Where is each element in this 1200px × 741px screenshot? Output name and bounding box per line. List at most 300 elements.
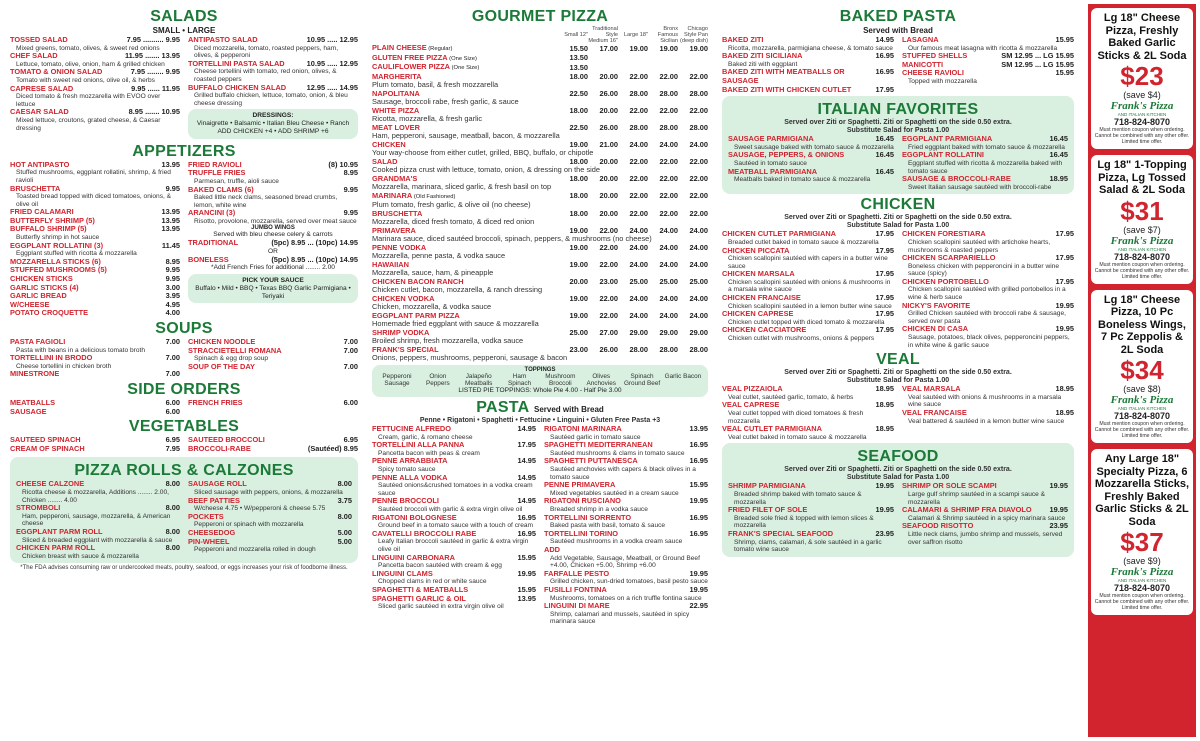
menu-item xyxy=(544,602,708,611)
pizza-price xyxy=(648,54,678,64)
gourmet-title: GOURMET PIZZA xyxy=(471,8,609,25)
sides-left xyxy=(10,399,180,416)
menu-item xyxy=(188,363,358,372)
menu-item-name: SHRIMP PARMIGIANA xyxy=(728,481,806,491)
menu-item-name: CAESAR SALAD xyxy=(10,107,69,117)
pizza-tag: (One Size) xyxy=(450,65,480,71)
wings-price: (5pc) 8.95 ... (10pc) 14.95 xyxy=(271,254,358,264)
pizza-price: 18.00 xyxy=(569,71,588,81)
menu-item xyxy=(188,538,352,547)
wings-price: (5pc) 8.95 ... (10pc) 14.95 xyxy=(271,238,358,248)
menu-item xyxy=(544,570,708,579)
seafood-left xyxy=(728,482,894,553)
menu-item xyxy=(188,480,352,489)
pizza-price: 24.00 xyxy=(659,242,678,252)
menu-item-desc: Cream, garlic, & romano cheese xyxy=(378,433,473,441)
menu-item-price: 7.95 ........ 9.95 xyxy=(130,67,180,77)
menu-item-name: W/CHEESE xyxy=(10,299,50,309)
menu-item xyxy=(188,399,358,408)
menu-item-name: CHICKEN PARM ROLL xyxy=(16,543,96,553)
menu-item-price: 22.95 xyxy=(689,601,708,611)
menu-item-price: 16.45 xyxy=(875,150,894,160)
menu-item-price: 4.00 xyxy=(165,308,180,318)
menu-item xyxy=(902,254,1074,263)
menu-item xyxy=(722,310,894,319)
menu-item-price: 18.95 xyxy=(875,400,894,410)
menu-item-name: STUFFED SHELLS xyxy=(902,51,968,61)
pizza-desc: Chicken, mozzarella, & vodka sauce xyxy=(372,302,492,311)
pizza-name: MEAT LOVER xyxy=(372,122,420,132)
menu-item xyxy=(188,209,358,218)
menu-item-name: LINGUINI CARBONARA xyxy=(372,552,455,562)
menu-item-price: 5.00 xyxy=(337,527,352,537)
pizza-price: 26.00 xyxy=(599,122,618,132)
menu-item-name: SAUTEED BROCCOLI xyxy=(188,435,265,445)
menu-item-name: STROMBOLI xyxy=(16,503,61,513)
vegetables-section xyxy=(10,436,358,453)
menu-item xyxy=(10,68,180,77)
menu-item-desc: Mixed lettuce, croutons, grated cheese, & Caesar dressing xyxy=(16,116,161,132)
pasta-subtitle: Served with Bread xyxy=(534,405,604,415)
wings-title: JUMBO WINGS xyxy=(251,225,295,232)
menu-item-name: CHICKEN PORTOBELLO xyxy=(902,276,989,286)
pizza-price: 22.00 xyxy=(659,71,678,81)
pizza-price: 25.00 xyxy=(689,276,708,286)
menu-item xyxy=(902,409,1074,418)
menu-item-name: BUFFALO CHICKEN SALAD xyxy=(188,82,287,92)
menu-item-price: 16.95 xyxy=(875,67,894,77)
menu-item-name: VEAL CAPRESE xyxy=(722,400,780,410)
menu-item xyxy=(10,338,180,347)
topping: Ham Spinach xyxy=(507,372,532,387)
menu-item-price: 15.95 xyxy=(1055,68,1074,78)
menu-item-price: 16.95 xyxy=(517,512,536,522)
pizza-price: 20.00 xyxy=(599,105,618,115)
dressings-title: DRESSINGS: xyxy=(252,112,294,120)
pizza-desc-row xyxy=(372,201,708,210)
pizza-price: 19.00 xyxy=(569,259,588,269)
menu-item xyxy=(10,370,180,379)
favorites-right xyxy=(902,135,1068,191)
menu-item-name: CHICKEN FRANCAISE xyxy=(722,293,801,303)
sauce-box xyxy=(188,274,358,303)
menu-item xyxy=(544,441,708,450)
menu-item-desc: Fried eggplant baked with tomato sauce & mozzarella xyxy=(908,143,1065,151)
menu-item xyxy=(544,497,708,506)
menu-item xyxy=(728,168,894,177)
menu-item-name: POCKETS xyxy=(188,511,224,521)
pizza-name: FRANK'S SPECIAL xyxy=(372,344,439,354)
menu-item xyxy=(722,425,894,434)
menu-item-desc: Spinach & egg drop soup xyxy=(194,355,269,363)
appetizers-right-list xyxy=(188,161,358,226)
menu-item-desc: Sautéed in tomato sauce xyxy=(734,159,807,167)
pasta-title: PASTA xyxy=(476,399,530,417)
menu-item-name: BRUSCHETTA xyxy=(10,183,61,193)
menu-item-desc: Boneless chicken with pepperoncini in a butter wine sauce (spicy) xyxy=(908,262,1060,278)
pizza-price: 24.00 xyxy=(689,225,708,235)
menu-item-price: 3.00 xyxy=(165,282,180,292)
menu-item-name: SOUP OF THE DAY xyxy=(188,361,255,371)
pizza-name: MARINARA xyxy=(372,190,413,200)
pizza-price: 24.00 xyxy=(629,139,648,149)
menu-item-price: 8.00 xyxy=(165,479,180,489)
pizza-price: 18.00 xyxy=(569,156,588,166)
menu-item-name: MANICOTTI xyxy=(902,59,944,69)
promo-save: (save $7) xyxy=(1123,224,1161,235)
menu-item xyxy=(10,354,180,363)
column-3 xyxy=(722,6,1074,735)
menu-item-price: 7.00 xyxy=(165,369,180,379)
menu-item xyxy=(902,36,1074,45)
wings-name: BONELESS xyxy=(188,254,229,264)
vegetables-left xyxy=(10,436,180,453)
salads-sizes: SMALL • LARGE xyxy=(152,26,216,35)
menu-item xyxy=(722,36,894,45)
menu-item-desc: Sliced sausage with peppers, onions, & mozzarella xyxy=(194,488,343,496)
menu-item-name: SAUSAGE ROLL xyxy=(188,479,247,489)
menu-item-desc: Veal sautéed with onions & mushrooms in a marsala wine sauce xyxy=(908,393,1062,409)
menu-item-name: MEATBALL PARMIGIANA xyxy=(728,166,818,176)
menu-item xyxy=(722,86,894,95)
menu-item-price: 8.00 xyxy=(337,479,352,489)
pizza-price: 28.00 xyxy=(659,88,678,98)
promo-fine: Must mention coupon when ordering. Cannot be combined with any other offer. Limited time offer. xyxy=(1094,127,1190,145)
menu-item-desc: Ricotta, mozzarella, parmigiana cheese, & tomato sauce xyxy=(728,44,893,52)
pizza-name: PLAIN CHEESE xyxy=(372,43,427,52)
menu-item-name: ARANCINI (3) xyxy=(188,208,236,218)
menu-item-price: 17.95 xyxy=(517,440,536,450)
menu-item-desc: Sautéed garlic in tomato sauce xyxy=(550,433,641,441)
menu-item-desc: Lettuce, tomato, olive, onion, ham & grilled chicken xyxy=(16,60,165,68)
menu-item-name: TORTELLINI ALLA PANNA xyxy=(372,440,465,450)
soups-title: SOUPS xyxy=(155,320,213,338)
pizza-price xyxy=(588,54,618,64)
menu-item-desc: Leafy Italian broccoli sautéed in garlic & extra virgin olive oil xyxy=(378,538,529,554)
menu-item-name: BUTTERFLY SHRIMP (5) xyxy=(10,215,95,225)
menu-item-price: 16.95 xyxy=(517,528,536,538)
menu-item xyxy=(10,36,180,45)
pizza-price: 24.00 xyxy=(629,242,648,252)
pizza-desc: Ricotta, mozzarella, & fresh garlic xyxy=(372,114,483,123)
pizza-price: 29.00 xyxy=(629,327,648,337)
menu-item-price: 6.95 xyxy=(343,435,358,445)
pizza-price: 22.00 xyxy=(629,105,648,115)
promo-title: Any Large 18" Specialty Pizza, 6 Mozzarella Sticks, Freshly Baked Garlic Sticks & 2L Soda xyxy=(1094,453,1190,528)
favorites-section xyxy=(728,135,1068,191)
menu-item-desc: Spicy tomato sauce xyxy=(378,466,436,474)
pizza-price: 20.00 xyxy=(599,156,618,166)
menu-item-name: FETTUCINE ALFREDO xyxy=(372,424,451,434)
wings-row xyxy=(188,256,358,265)
menu-item xyxy=(372,457,536,466)
menu-item-name: TORTELLINI PASTA SALAD xyxy=(188,58,285,68)
menu-item-name: RIGATONI RUSCIANO xyxy=(544,496,621,506)
baked-title: BAKED PASTA xyxy=(839,8,957,25)
pizza-table xyxy=(372,26,708,363)
menu-item-price: 18.95 xyxy=(1049,174,1068,184)
menu-item-name: MOZZARELLA STICKS (6) xyxy=(10,256,101,266)
menu-item xyxy=(188,60,358,69)
menu-item xyxy=(544,546,708,555)
pizza-price: 22.00 xyxy=(629,71,648,81)
pizza-desc-row xyxy=(372,132,708,141)
menu-item-desc: Chicken breast with sauce & mozzarella xyxy=(22,552,139,560)
menu-item-name: CAPRESE SALAD xyxy=(10,83,74,93)
promo-fine: Must mention coupon when ordering. Cannot be combined with any other offer. Limited time offer. xyxy=(1094,593,1190,611)
menu-item-price: 18.95 xyxy=(875,424,894,434)
menu-item-price: 9.95 xyxy=(165,274,180,284)
menu-item-desc: Sautéed onions&crushed tomatoes in a vodka cream sauce xyxy=(378,482,533,497)
menu-item-price: 15.95 xyxy=(517,552,536,562)
menu-item-name: RIGATONI BOLOGNESE xyxy=(372,512,457,522)
pizza-desc: Mozzarella, penne pasta, & vodka sauce xyxy=(372,251,506,260)
seafood-right xyxy=(902,482,1068,553)
menu-item-price: 14.95 xyxy=(517,424,536,434)
pasta-section xyxy=(372,425,708,626)
menu-item-name: SAUSAGE PARMIGIANA xyxy=(728,134,814,144)
pizza-price: 24.00 xyxy=(689,310,708,320)
pasta-header xyxy=(372,399,708,417)
fda-note: *The FDA advises consuming raw or undercooked meats, poultry, seafood, or eggs increases your risk of foodborne illness. xyxy=(20,565,348,572)
menu-item-desc: Baked ziti with eggplant xyxy=(728,60,798,68)
pizza-price: 19.00 xyxy=(629,43,648,53)
menu-item-price: 16.95 xyxy=(689,528,708,538)
wings-list xyxy=(188,239,358,264)
pizza-price: 24.00 xyxy=(689,139,708,149)
menu-item-price: 8.95 xyxy=(343,168,358,178)
menu-item xyxy=(16,504,180,513)
salads-section xyxy=(10,36,358,141)
pizza-name: BRUSCHETTA xyxy=(372,208,423,218)
menu-item xyxy=(544,481,708,490)
pizza-price: 22.00 xyxy=(689,208,708,218)
promo-phone: 718-824-8070 xyxy=(1113,583,1171,593)
chicken-right xyxy=(902,230,1074,349)
menu-item xyxy=(188,186,358,195)
pizza-size-header: Traditional Style Medium 16" xyxy=(588,26,618,44)
favorites-note2: Substitute Salad for Pasta 1.00 xyxy=(846,127,950,135)
pizza-price: 17.00 xyxy=(599,43,618,53)
menu-item-desc: Veal cutlet baked in tomato sauce & mozzarella xyxy=(728,433,867,441)
menu-item-name: SPAGHETTI PUTTANESCA xyxy=(544,456,638,466)
menu-item-name: VEAL FRANCAISE xyxy=(902,408,967,417)
dressings-list: Vinaigrette • Balsamic • Italian Bleu Cheese • Ranch xyxy=(196,120,350,128)
pizza-price: 22.00 xyxy=(659,208,678,218)
pizza-price: 22.00 xyxy=(689,173,708,183)
brand-tag: AND ITALIAN KITCHEN xyxy=(1117,406,1167,411)
menu-item-desc: Sautéed anchovies with capers & black olives in a tomato sauce xyxy=(550,466,696,481)
pizza-price: 19.00 xyxy=(569,139,588,149)
pizza-tag: (Old Fashioned) xyxy=(412,193,456,200)
brand-logo: Frank's Pizza xyxy=(1110,566,1174,578)
soups-section xyxy=(10,338,358,379)
menu-item-name: TRUFFLE FRIES xyxy=(188,168,246,178)
pizza-price: 24.00 xyxy=(659,139,678,149)
pizza-desc: Plum tomato, basil, & fresh mozzarella xyxy=(372,80,499,89)
menu-item-name: BAKED ZITI xyxy=(722,35,764,44)
menu-item xyxy=(722,326,894,335)
menu-item xyxy=(372,474,536,483)
menu-item-desc: Pasta with beans in a delicious tomato broth xyxy=(16,346,146,354)
menu-item-desc: Cheese tortellini in chicken broth xyxy=(16,362,112,370)
pizza-name: CHICKEN VODKA xyxy=(372,293,435,303)
menu-item-price: 7.00 xyxy=(343,337,358,347)
menu-item-desc: Sliced garlic sautéed in extra virgin olive oil xyxy=(378,603,504,611)
menu-item-name: SHRIMP OR SOLE SCAMPI xyxy=(902,481,997,491)
menu-item-price: 13.95 xyxy=(161,159,180,169)
chicken-title: CHICKEN xyxy=(860,196,936,214)
pizza-desc: Broiled shrimp, fresh mozzarella, vodka sauce xyxy=(372,336,524,345)
pizza-desc: Chicken cutlet, bacon, mozzarella, & ranch dressing xyxy=(372,285,543,294)
salads-right-list xyxy=(188,36,358,107)
menu-item xyxy=(902,69,1074,78)
menu-item-name: PENNE BROCCOLI xyxy=(372,496,439,506)
pizza-name: PRIMAVERA xyxy=(372,225,416,235)
pizza-price: 22.00 xyxy=(659,156,678,166)
menu-item xyxy=(544,425,708,434)
menu-item-price: 17.95 xyxy=(875,229,894,239)
menu-item-name: STRACCIETELLI ROMANA xyxy=(188,345,282,355)
menu-item xyxy=(902,151,1068,160)
menu-item-name: LASAGNA xyxy=(902,35,939,44)
menu-item-name: CHICKEN PICCATA xyxy=(722,245,790,255)
menu-item-price: SM 12.95 ... LG 15.95 xyxy=(1001,51,1074,61)
pizza-price: 22.00 xyxy=(659,191,678,200)
pizza-desc-row xyxy=(372,354,708,363)
promo-card xyxy=(1091,290,1193,444)
menu-item xyxy=(544,530,708,539)
pizza-price: 28.00 xyxy=(659,122,678,132)
dressings-box xyxy=(188,109,358,138)
menu-item-name: FRIED FILET OF SOLE xyxy=(728,505,808,515)
menu-item-desc: Sausage, potatoes, black olives, pepperoncini peppers, in white wine & garlic sauce xyxy=(908,334,1070,349)
menu-item-price: 16.95 xyxy=(875,51,894,61)
menu-item xyxy=(10,185,180,194)
menu-item xyxy=(728,151,894,160)
menu-item-price: 19.95 xyxy=(1055,300,1074,310)
pizza-price: 22.00 xyxy=(689,156,708,166)
pizza-price xyxy=(678,54,708,64)
pizza-desc: Sausage, broccoli rabe, fresh garlic, & sauce xyxy=(372,97,519,106)
menu-item-name: TOSSED SALAD xyxy=(10,35,68,44)
pizza-price: 22.00 xyxy=(599,310,618,320)
menu-item xyxy=(902,230,1074,239)
pizza-price: 18.00 xyxy=(569,208,588,218)
menu-item xyxy=(16,544,180,553)
menu-item-name: SEAFOOD RISOTTO xyxy=(902,521,974,531)
pizza-name: GRANDMA'S xyxy=(372,173,418,183)
menu-item xyxy=(372,554,536,563)
menu-item-price: 8.00 xyxy=(165,543,180,553)
promo-price: $23 xyxy=(1120,61,1164,91)
menu-item-name: BUFFALO SHRIMP (5) xyxy=(10,224,87,234)
rolls-box xyxy=(10,457,358,563)
menu-item-price: 18.95 xyxy=(1055,408,1074,417)
pizza-price: 22.00 xyxy=(599,225,618,235)
menu-item-name: SAUTEED SPINACH xyxy=(10,435,81,445)
menu-item-name: MINESTRONE xyxy=(10,369,60,379)
menu-item-desc: Pancetta bacon with peas & cream xyxy=(378,449,480,457)
menu-item-name: CHEF SALAD xyxy=(10,51,58,61)
salads-right xyxy=(188,36,358,141)
menu-item-price: 19.95 xyxy=(689,568,708,578)
pizza-price: 19.00 xyxy=(569,225,588,235)
menu-item xyxy=(902,135,1068,144)
pizza-price: 22.00 xyxy=(599,242,618,252)
pizza-price: 19.00 xyxy=(659,43,678,53)
toppings-box xyxy=(372,365,708,398)
menu-item-price: 5.00 xyxy=(337,536,352,546)
topping: Onion Peppers xyxy=(425,372,450,387)
brand-tag: AND ITALIAN KITCHEN xyxy=(1117,112,1167,117)
menu-item xyxy=(722,294,894,303)
pizza-name: SALAD xyxy=(372,156,398,166)
pizza-price: 26.00 xyxy=(599,88,618,98)
pizza-name: PENNE VODKA xyxy=(372,242,427,252)
menu-item-name: EGGPLANT ROLLATINI (3) xyxy=(10,240,104,250)
menu-item-price: 17.95 xyxy=(875,325,894,335)
pizza-price: 29.00 xyxy=(689,327,708,337)
menu-item-name: EGGPLANT PARMIGIANA xyxy=(902,134,993,144)
wings-desc: Served with bleu cheese celery & carrots xyxy=(213,231,333,239)
pizza-price: 25.00 xyxy=(659,276,678,286)
menu-item-price: 19.95 xyxy=(1049,505,1068,515)
pizza-price: 22.00 xyxy=(599,259,618,269)
menu-item-desc: Large gulf shrimp sautéed in a scampi sauce & mozzarella xyxy=(908,490,1046,506)
menu-item-desc: Sliced & breaded eggplant with mozzarella & sauce xyxy=(22,536,173,544)
menu-item-price: 16.95 xyxy=(689,512,708,522)
pizza-price: 23.00 xyxy=(599,276,618,286)
menu-item-name: VEAL MARSALA xyxy=(902,384,961,394)
menu-item-name: TOMATO & ONION SALAD xyxy=(10,67,103,77)
menu-item-price: 19.95 xyxy=(517,568,536,578)
menu-item-price: 15.95 xyxy=(1055,35,1074,44)
menu-item-price: 17.95 xyxy=(875,245,894,255)
menu-item-desc: Veal battered & sautéed in a lemon butter wine sauce xyxy=(908,417,1065,425)
soups-right xyxy=(188,338,358,379)
chicken-note2: Substitute Salad for Pasta 1.00 xyxy=(846,222,950,230)
menu-item xyxy=(10,225,180,234)
menu-item-price: 7.00 xyxy=(343,345,358,355)
pizza-price: 20.00 xyxy=(599,191,618,200)
menu-item-price: 14.95 xyxy=(517,472,536,482)
promo-fine: Must mention coupon when ordering. Cannot be combined with any other offer. Limited time offer. xyxy=(1094,261,1190,280)
menu-item-name: TORTELLINI IN BRODO xyxy=(10,353,93,363)
menu-item-desc: Diced mozzarella, tomato, roasted peppers, ham, olives, & pepperoni xyxy=(194,44,339,60)
sides-right xyxy=(188,399,358,416)
pizza-price: 15.50 xyxy=(569,43,588,53)
menu-item-name: BAKED CLAMS (6) xyxy=(188,184,254,194)
pizza-price: 24.00 xyxy=(659,225,678,235)
menu-item-price: 9.95 xyxy=(343,208,358,218)
promo-card xyxy=(1091,449,1193,615)
menu-item xyxy=(372,425,536,434)
menu-item-price: 8.00 xyxy=(165,503,180,513)
menu-item-name: BAKED ZITI SICILIANA xyxy=(722,51,803,61)
baked-left xyxy=(722,36,894,94)
pizza-name: SHRIMP VODKA xyxy=(372,327,430,337)
menu-item xyxy=(188,347,358,356)
menu-item-name: PENNE ALLA VODKA xyxy=(372,472,448,482)
pizza-price: 25.00 xyxy=(569,327,588,337)
pizza-price: 18.00 xyxy=(569,191,588,200)
menu-item-desc: Breaded cutlet baked in tomato sauce & mozzarella xyxy=(728,238,879,246)
menu-item-name: LINGUINI CLAMS xyxy=(372,568,433,578)
menu-item-desc: Pepperoni and mozzarella rolled in dough xyxy=(194,546,316,554)
menu-item xyxy=(10,161,180,170)
promo-fine: Must mention coupon when ordering. Cannot be combined with any other offer. Limited time offer. xyxy=(1094,421,1190,439)
